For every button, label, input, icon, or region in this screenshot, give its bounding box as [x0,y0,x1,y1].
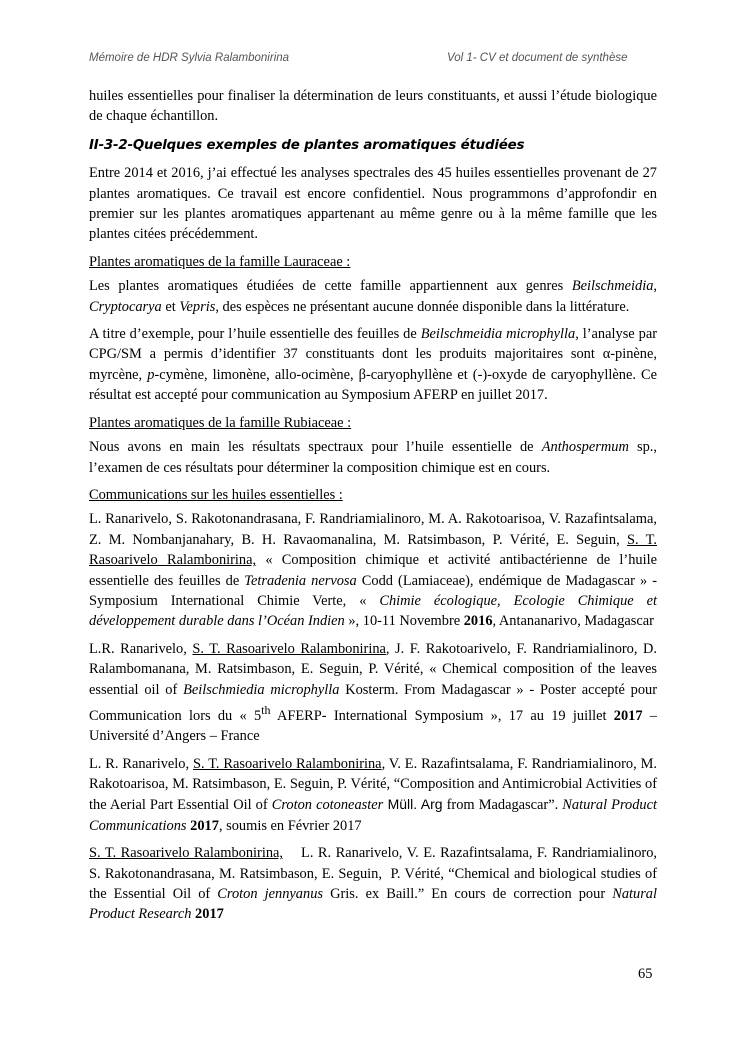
page-number: 65 [638,966,653,982]
text-run: Les plantes aromatiques étudiées de cette famille appartiennent aux genres [89,278,572,295]
communication-entry-3 [89,754,657,837]
text-run: Kosterm. From Madagascar » - Poster accepté pour Communication lors du « 5 [89,681,658,724]
author-self: S. T. Rasoarivelo Ralambonirina [192,755,382,772]
chem-prefix: p [147,366,155,383]
text-run: Nous avons en main les résultats spectraux pour l’huile essentielle de [89,439,542,456]
genus-name: Vepris [179,298,216,315]
text-run: , soumis en Février 2017 [218,817,362,834]
author-self: S. T. Rasoarivelo Ralambonirina, [89,845,284,862]
text-run: , V. E. Razafintsalama, F. Randriamialinoro, M. Rakotoarisoa, M. Ratsimbason, E. Seguin, P. Vérité, “Composition and Antimicrobial Activities of the Aerial Part Essential Oil of [89,755,657,814]
text-run: « Composition chimique et activité antibactérienne de l’huile essentielle des feuilles de [89,552,657,589]
subheading-communications-text: Communications sur les huiles essentielles : [89,486,343,503]
authors: L. Ranarivelo, S. Rakotonandrasana, F. Randriamialinoro, M. A. Rakotoarisoa, V. Razafintsalama, Z. M. Nombanjanahary, B. H. Ravaomanalina, M. Ratsimbason, P. Vérité, E. Seguin, [89,511,657,548]
text-run: , des espèces ne présentant aucune donnée disponible dans la littérature. [215,298,630,315]
text-run: L. R. Ranarivelo, V. E. Razafintsalama, F. Randriamialinoro, S. Rakotonandrasana, M. Ratsimbason, E. Seguin, P. Vérité, “Chemical and biological studies of the Essential Oil of [89,845,661,903]
species-name: Beilschmiedia microphylla [183,681,340,698]
subheading-lauraceae-text: Plantes aromatiques de la famille Lauraceae : [89,253,351,270]
ordinal-suffix: th [261,702,271,717]
intro-paragraph: huiles essentielles pour finaliser la détermination de leurs constituants, et aussi l’étude biologique de chaque échantillon. [89,88,657,125]
text-run: -cymène, limonène, allo-ocimène, β-caryophyllène et (-)-oxyde de caryophyllène. Ce résultat est accepté pour communication au Symposium AFERP en juillet 2017. [89,366,657,404]
event-title: Chimie écologique, Ecologie Chimique et développement durable dans l’Océan Indien [89,592,657,630]
journal-name: Natural Product Communications [89,797,657,834]
text-run: from Madagascar”. [442,797,563,814]
subheading-communications [89,485,657,505]
text-run: AFERP- International Symposium », 17 au 19 juillet [270,707,614,724]
genus-name: Cryptocarya [89,298,162,315]
subheading-lauraceae [89,252,657,272]
text-run: , Antananarivo, Madagascar [492,613,654,630]
paragraph-lauraceae-example [89,324,657,406]
running-header-left: Mémoire de HDR Sylvia Ralambonirina [89,52,290,64]
text-run: », 10-11 Novembre [344,613,464,630]
genus-name: Beilschmeidia [571,278,654,295]
paragraph-lauraceae-genera [89,276,657,317]
species-name: Croton cotoneaster [271,797,384,814]
author-self: S. T. Rasoarivelo Ralambonirina, [89,531,657,569]
text-run: et [161,298,180,315]
communication-entry-2 [89,639,657,747]
text-run: , J. F. Rakotoarivelo, F. Randriamialinoro, D. Ralambomanana, M. Ratsimbason, E. Seguin, P. Vérité, « Chemical composition of the leaves essential oil of [89,640,657,698]
body-text [89,86,661,932]
text-run: , l’analyse par CPG/SM a permis d’identifier 37 constituants dont les produits majoritaires sont α-pinène, myrcène, [89,326,658,383]
species-name: Beilschmeidia microphylla [420,326,576,343]
text-run: Gris. ex Baill.” En cours de correction pour [323,886,613,903]
text-run: , [653,278,657,295]
paragraph-rubiaceae [89,437,657,478]
author-self: S. T. Rasoarivelo Ralambonirina [192,640,386,657]
authors: L.R. Ranarivelo, [89,640,193,657]
species-name: Anthospermum [541,439,629,456]
year: 2017 [613,707,643,724]
paragraph-analyses: Entre 2014 et 2016, j’ai effectué les analyses spectrales des 45 huiles essentielles provenant de 27 plantes aromatiques. Ce travail est encore confidentiel. Nous programmons d’approfondir en premier sur les plantes aromatiques appartenant au même genre ou à la même famille que les plantes citées précédemment. [89,165,657,243]
text-run: A titre d’exemple, pour l’huile essentielle des feuilles de [89,326,421,343]
year: 2016 [463,613,493,630]
text-run: Codd (Lamiaceae), endémique de Madagascar » - Symposium International Chimie Verte, « [89,572,657,609]
year: 2017 [190,817,219,834]
communication-entry-1 [89,509,657,631]
communication-entry-4 [89,843,661,925]
species-name: Tetradenia nervosa [244,572,357,589]
subheading-rubiaceae-text: Plantes aromatiques de la famille Rubiaceae : [89,414,352,431]
section-heading: II-3-2-Quelques exemples de plantes aromatiques étudiées [89,137,525,153]
taxon-author: Müll. Arg [383,796,443,813]
year: 2017 [195,906,224,923]
text-run: sp., l’examen de ces résultats pour déterminer la composition chimique est en cours. [89,439,658,476]
authors: L. R. Ranarivelo, [89,755,193,772]
text-run: – Université d’Angers – France [89,707,657,745]
species-name: Croton jennyanus [217,886,323,903]
running-header-right: Vol 1- CV et document de synthèse [447,52,628,64]
subheading-rubiaceae [89,413,657,433]
journal-name: Natural Product Research [89,886,657,923]
